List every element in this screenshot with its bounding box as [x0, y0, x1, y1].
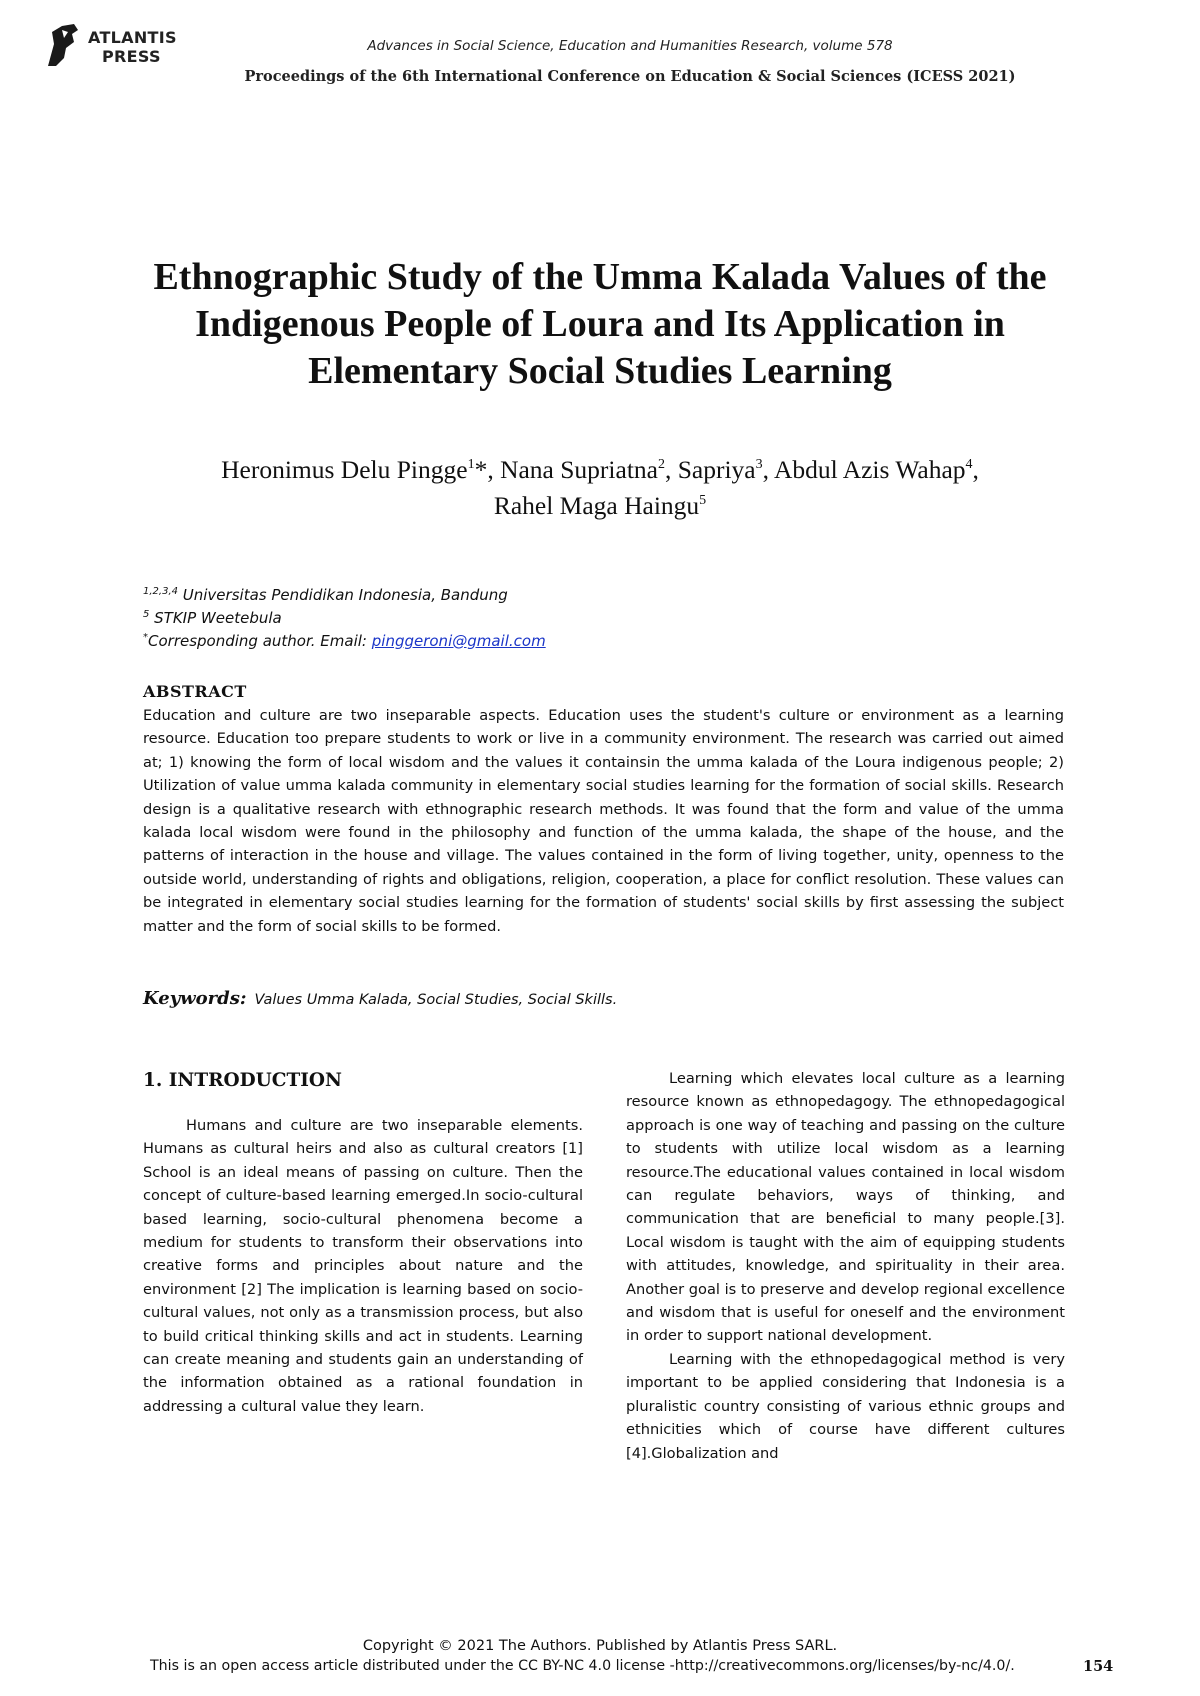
paragraph: Learning which elevates local culture as a learning resource known as ethnopedagogy. The ethnopedagogical approach is one way of teaching and passing on the culture to students with utilize local wisdom as a learning resource.The educational values contained in local wisdom can regulate behaviors, ways of thinking, and communication that are beneficial to many people.[3]. Local wisdom is taught with the aim of equipping students with attitudes, knowledge, and spirituality in their area. Another goal is to preserve and develop regional excellence and wisdom that is useful for oneself and the environment in order to support national development.	[626, 1070, 1065, 1345]
series-text: Advances in Social Science, Education and Humanities Research, volume 578	[367, 38, 893, 54]
author-separator: ,	[664, 455, 678, 484]
right-column	[626, 1067, 1065, 1465]
page-number: 154	[1083, 1658, 1114, 1675]
author-name: Abdul Azis Wahap	[773, 455, 966, 484]
affiliation-text: Universitas Pendidikan Indonesia, Bandung	[182, 586, 508, 604]
author-separator: *,	[474, 455, 501, 484]
proceedings-header	[0, 68, 1200, 85]
paper-title: Ethnographic Study of the Umma Kalada Values of the Indigenous People of Loura and Its Application in Elementary Social Studies Learning	[153, 256, 1047, 392]
author-mark: 5	[699, 493, 707, 508]
corresponding-label: Corresponding author. Email:	[148, 632, 372, 650]
paragraph: Humans and culture are two inseparable elements. Humans as cultural heirs and also as cultural creators [1] School is an ideal means of passing on culture. Then the concept of culture-based learning emerged.In socio-cultural based learning, socio-cultural phenomena become a medium for students to transform their observations into creative forms and principles about nature and the environment [2] The implication is learning based on socio-cultural values, not only as a transmission process, but also to build critical thinking skills and act in students. Learning can create meaning and students gain an understanding of the information obtained as a rational foundation in addressing a cultural value they learn.	[143, 1117, 583, 1415]
section-heading: 1. INTRODUCTION	[143, 1070, 342, 1091]
author-mark: 4	[965, 457, 973, 472]
author-name: Heronimus Delu Pingge	[221, 455, 468, 484]
author-separator: ,	[972, 455, 979, 484]
corresponding-author-line	[143, 630, 1043, 653]
affiliation-mark: 5	[143, 609, 150, 620]
paragraph: Learning with the ethnopedagogical method is very important to be applied considering that Indonesia is a pluralistic country consisting of various ethnic groups and ethnicities which of course have different cultures [4].Globalization and	[626, 1350, 1065, 1462]
logo-line-1: ATLANTIS	[88, 28, 177, 47]
proceedings-text: Proceedings of the 6th International Conference on Education & Social Sciences (ICESS 2021)	[244, 68, 1016, 85]
author-name: Rahel Maga Haingu	[493, 491, 700, 520]
corresponding-mark: *	[143, 632, 148, 643]
keywords-label: Keywords:	[143, 988, 247, 1009]
author-list	[120, 452, 1080, 524]
author-mark: 2	[657, 457, 665, 472]
affiliation-line	[143, 584, 1043, 607]
author-name: Sapriya	[677, 455, 756, 484]
logo-line-2: PRESS	[102, 47, 161, 66]
abstract-heading: ABSTRACT	[143, 682, 247, 701]
author-name: Nana Supriatna	[500, 455, 658, 484]
author-mark: 3	[755, 457, 763, 472]
corresponding-email-link[interactable]: pinggeroni@gmail.com	[371, 632, 546, 650]
affiliation-line	[143, 607, 1043, 630]
affiliations	[143, 584, 1043, 653]
series-header	[0, 38, 1200, 54]
keywords-line	[143, 988, 617, 1009]
author-mark: 1	[467, 457, 475, 472]
affiliation-text: STKIP Weetebula	[154, 609, 282, 627]
keywords-values: Values Umma Kalada, Social Studies, Social Skills.	[254, 992, 618, 1008]
footer-license: This is an open access article distributed under the CC BY-NC 4.0 license -http://creativecommons.org/licenses/by-nc/4.0/.	[150, 1658, 1015, 1674]
abstract-text: Education and culture are two inseparable aspects. Education uses the student's culture or environment as a learning resource. Education too prepare students to work or live in a community environment. The research was carried out aimed at; 1) knowing the form of local wisdom and the values it containsin the umma kalada of the Loura indigenous people; 2) Utilization of value umma kalada community in elementary social studies learning for the formation of social skills. Research design is a qualitative research with ethnographic research methods. It was found that the form and value of the umma kalada local wisdom were found in the philosophy and function of the umma kalada, the shape of the house, and the patterns of interaction in the house and village. The values contained in the form of living together, unity, openness to the outside world, understanding of rights and obligations, religion, cooperation, a place for conflict resolution. These values can be integrated in elementary social studies learning for the formation of students' social skills by first assessing the subject matter and the form of social skills to be formed.	[143, 707, 1064, 935]
left-column	[143, 1114, 583, 1418]
footer-copyright: Copyright © 2021 The Authors. Published by Atlantis Press SARL.	[362, 1638, 838, 1654]
affiliation-mark: 1,2,3,4	[143, 586, 178, 597]
author-separator: ,	[762, 455, 774, 484]
